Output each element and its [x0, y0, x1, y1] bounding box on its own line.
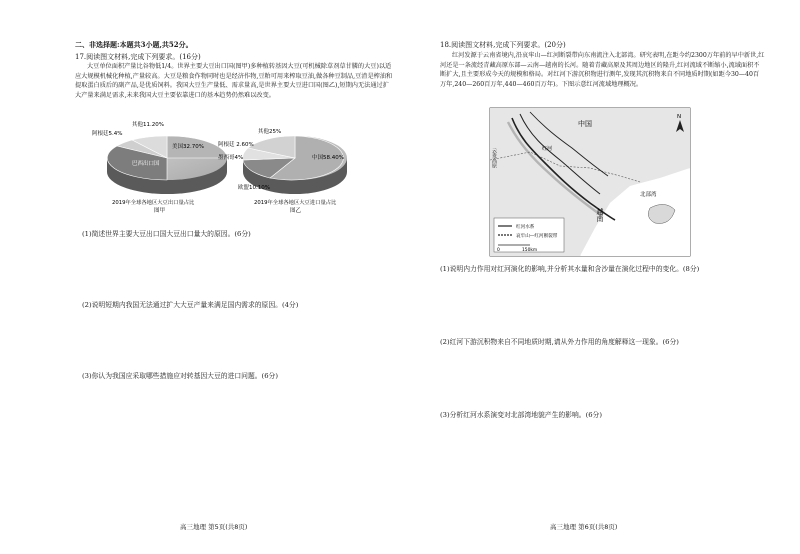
- q18-material: 红河发源于云南省境内,沿哀牢山—红河断裂带向东南流注入北部湾。研究表明,在距今约2300万年前的早中新世,红河还是一条流经青藏高原东部—云南—越南的长河。随着青藏高原及其周边地区的隆升,红河流域不断缩小,流域面积不断扩大,且主要形成今天的规模和格局。对红河下游沉积物进行测年,发现其沉积物来自不同地质时期(如距今30—40百万年,240—260百万年,440—460百万年)。下图示意红河流域地理概况。: [440, 52, 765, 88]
- import-pie-chart: [220, 128, 370, 228]
- map-label-vietnam: 越南: [596, 208, 604, 222]
- label-brazil: 巴西出口国: [132, 161, 160, 167]
- q18-sub1: (1)说明内力作用对红河演化的影响,并分析其水量和含沙量在演化过程中的变化。(8分): [440, 265, 700, 273]
- q17-sub3: (3)你认为我国应采取哪些措施应对转基因大豆的进口问题。(6分): [82, 372, 278, 380]
- map-label-red-river: 红河: [542, 146, 553, 152]
- map-label-beibu-gulf: 北部湾: [640, 192, 657, 198]
- legend-river-label: 红河水系: [516, 225, 535, 230]
- q17-stem: 17.阅读图文材料,完成下列要求。(16分): [75, 53, 201, 61]
- map-label-yungui: 云贵高原: [491, 148, 497, 168]
- import-caption: 2019年全球各地区大豆进口量占比: [254, 200, 337, 206]
- q18-sub2: (2)红河下游沉积物来自不同地质时期,请从外力作用的角度解释这一现象。(6分): [440, 338, 679, 346]
- label-eu: 欧盟10.10%: [238, 185, 270, 191]
- q18-stem: 18.阅读图文材料,完成下列要求。(20分): [440, 41, 566, 49]
- q17-material: 大豆单位面积产量比谷物低1/4。世界主要大豆出口国(图甲)多种植转基因大豆(可机械除草剂草甘膦的大豆)以适应大规模机械化种植,产量较高。大豆是粮食作物同时也是经济作物,豆粕可用来榨取豆油,做各种豆制品,豆渣是榨油和提取蛋白质后的副产品,是优质饲料。我国大豆生产量低、需求量高,是世界主要大豆进口国(图乙),短期内无法通过扩大产量来满足需求,未来我国大豆主要依靠进口的基本趋势仍然难以改变。: [75, 63, 393, 99]
- figure-label-b: 图乙: [290, 208, 302, 214]
- label-us: 美国32.70%: [172, 144, 204, 150]
- label-mexico: 墨西哥4%: [218, 155, 244, 161]
- map-label-china: 中国: [578, 120, 592, 128]
- scale-zero: 0: [497, 248, 500, 253]
- label-argentina: 阿根廷5.4%: [92, 131, 123, 137]
- red-river-map: [490, 108, 690, 256]
- legend-fault-label: 哀牢山—红河断裂带: [516, 234, 558, 239]
- label-other-export: 其他11.20%: [132, 122, 164, 128]
- q17-sub2: (2)说明短期内我国无法通过扩大大豆产量来满足国内需求的原因。(4分): [82, 301, 299, 309]
- section-title: 二、非选择题:本题共3小题,共52分。: [75, 40, 193, 49]
- label-china: 中国58.40%: [312, 155, 344, 161]
- q18-sub3: (3)分析红河水系演变对北部湾地貌产生的影响。(6分): [440, 411, 602, 419]
- left-footer: 高三地理 第5页(共8页): [180, 523, 248, 531]
- q17-sub1: (1)简述世界主要大豆出口国大豆出口量大的原因。(6分): [82, 230, 251, 238]
- figure-label-a: 图甲: [154, 208, 166, 214]
- label-argentina-import: 阿根廷 2.60%: [218, 142, 254, 148]
- svg-text:N: N: [677, 114, 682, 120]
- right-footer: 高三地理 第6页(共8页): [550, 523, 618, 531]
- export-caption: 2019年全球各地区大豆出口量占比: [112, 200, 195, 206]
- label-other-import: 其他25%: [258, 129, 282, 135]
- right-page: [400, 0, 800, 554]
- scale-km: 150km: [522, 248, 538, 253]
